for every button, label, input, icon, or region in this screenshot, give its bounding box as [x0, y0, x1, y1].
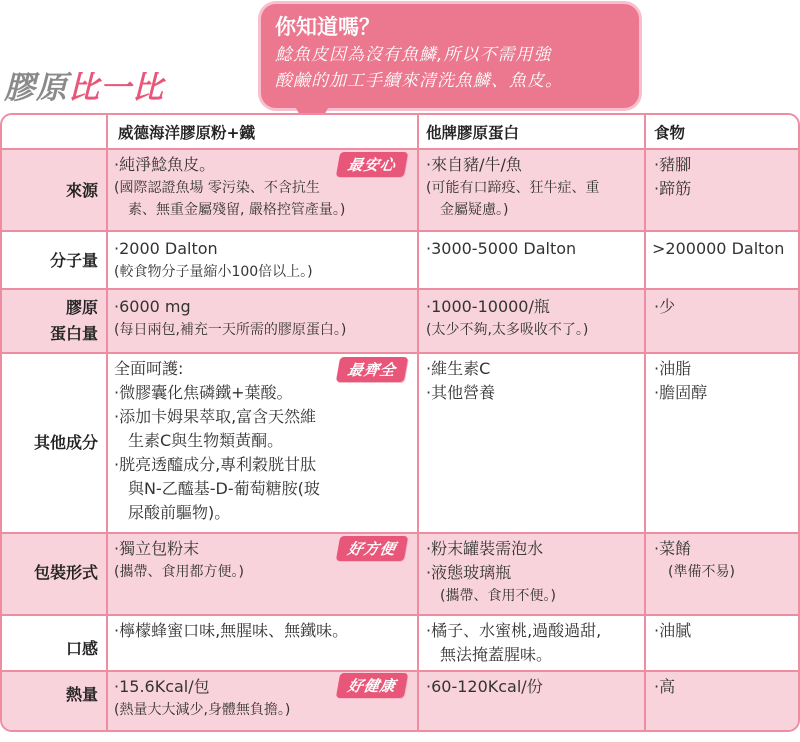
source-other-line: ·來自豬/牛/魚	[426, 155, 522, 174]
row-label-collagen-1: 膠原	[65, 298, 98, 317]
other-other-line: ·維生素C	[426, 359, 491, 378]
packaging-weide-line: ·獨立包粉末	[114, 539, 200, 558]
row-label-molecular: 分子量	[49, 251, 98, 270]
row-label-other: 其他成分	[33, 433, 98, 452]
other-weide-line: ·添加卡姆果萃取,富含天然維	[114, 407, 317, 426]
row-divider	[2, 532, 800, 534]
table-header-row	[2, 115, 800, 149]
other-weide-line: 尿酸前驅物)。	[128, 503, 231, 522]
source-weide-line: (國際認證魚場 零污染、不含抗生	[114, 180, 320, 196]
source-other-line: (可能有口蹄疫、狂牛症、重	[426, 180, 600, 196]
row-label-taste: 口感	[65, 639, 98, 658]
calorie-other-cell	[426, 675, 640, 699]
row-divider	[2, 614, 800, 616]
calorie-food-cell	[654, 675, 794, 699]
taste-food-line: ·油膩	[654, 621, 692, 640]
other-other-cell	[426, 357, 640, 405]
packaging-food-line: ·菜餚	[654, 539, 692, 558]
row-taste	[2, 615, 800, 671]
other-weide-line: ·胱亮透醯成分,專利穀胱甘肽	[114, 455, 317, 474]
calorie-weide-line: (熱量大大減少,身體無負擔。)	[114, 702, 291, 718]
row-divider	[2, 670, 800, 672]
row-divider	[2, 230, 800, 232]
molecular-other-line: ·3000-5000 Dalton	[426, 239, 577, 258]
other-other-line: ·其他營養	[426, 383, 496, 402]
comparison-table	[0, 113, 800, 732]
source-weide-line: ·純淨鯰魚皮。	[114, 155, 216, 174]
title-part-gray: 膠原	[4, 70, 68, 106]
row-label-source: 來源	[65, 181, 98, 200]
molecular-weide-line: ·2000 Dalton	[114, 239, 218, 258]
bubble-question: 你知道嗎？	[275, 15, 380, 39]
bubble-line-1: 鯰魚皮因為沒有魚鱗,所以不需用強	[275, 45, 552, 65]
calorie-food-line: ·高	[654, 677, 676, 696]
header-col-other-brand: 他牌膠原蛋白	[426, 124, 520, 142]
source-food-line: ·蹄筋	[654, 179, 692, 198]
other-weide-line: ·微膠囊化焦磷鐵+葉酸。	[114, 383, 293, 402]
packaging-food-line: (準備不易)	[668, 564, 735, 580]
header-col-weide: 威德海洋膠原粉+鐵	[118, 124, 255, 142]
row-divider	[2, 148, 800, 150]
calorie-weide-line: ·15.6Kcal/包	[114, 677, 210, 696]
collagen-weide-line: ·6000 mg	[114, 297, 191, 316]
row-divider	[2, 352, 800, 354]
title-part-pink: 比一比	[68, 70, 164, 106]
column-divider	[417, 115, 419, 732]
molecular-weide-cell	[114, 237, 414, 283]
other-weide-cell	[114, 357, 414, 525]
collagen-weide-line: (每日兩包,補充一天所需的膠原蛋白。)	[114, 322, 347, 338]
column-divider	[644, 115, 646, 732]
collagen-other-cell	[426, 295, 640, 341]
column-divider	[106, 115, 108, 732]
header-col-food: 食物	[654, 124, 686, 142]
taste-weide-line: ·檸檬蜂蜜口味,無腥味、無鐵味。	[114, 621, 349, 640]
calorie-other-line: ·60-120Kcal/份	[426, 677, 543, 696]
taste-other-cell	[426, 619, 640, 667]
row-divider	[2, 288, 800, 290]
molecular-food-line: >200000 Dalton	[652, 239, 785, 258]
collagen-food-line: ·少	[654, 297, 676, 316]
badge-healthy: 好健康	[336, 673, 408, 698]
collagen-food-cell	[654, 295, 794, 319]
source-food-cell	[654, 153, 794, 201]
packaging-weide-line: (攜帶、食用都方便。)	[114, 564, 244, 580]
source-food-line: ·豬腳	[654, 155, 692, 174]
other-food-line: ·膽固醇	[654, 383, 708, 402]
molecular-other-cell	[426, 237, 640, 261]
other-weide-line: 全面呵護:	[114, 359, 184, 378]
other-weide-line: 生素C與生物類黃酮。	[128, 431, 284, 450]
taste-food-cell	[654, 619, 794, 643]
taste-other-line: ·橘子、水蜜桃,過酸過甜,	[426, 621, 602, 640]
collagen-other-line: (太少不夠,太多吸收不了。)	[426, 322, 589, 338]
bubble-line-2: 酸鹼的加工手續來清洗魚鱗、魚皮。	[275, 71, 563, 91]
source-other-line: 金屬疑慮。)	[440, 202, 509, 218]
source-other-cell	[426, 153, 640, 221]
taste-weide-cell	[114, 619, 414, 643]
badge-convenient: 好方便	[336, 536, 408, 561]
packaging-other-line: ·粉末罐裝需泡水	[426, 539, 544, 558]
molecular-weide-line: (較食物分子量縮小100倍以上。)	[114, 264, 313, 280]
packaging-other-line: (攜帶、食用不便。)	[440, 588, 556, 604]
info-bubble	[258, 1, 642, 111]
packaging-other-line: ·液態玻璃瓶	[426, 563, 512, 582]
molecular-food-cell	[652, 237, 800, 261]
other-food-line: ·油脂	[654, 359, 692, 378]
source-weide-line: 素、無重金屬殘留, 嚴格控管產量。)	[128, 202, 346, 218]
row-label-calorie: 熱量	[65, 685, 98, 704]
other-weide-line: 與N-乙醯基-D-葡萄糖胺(玻	[128, 479, 320, 498]
packaging-food-cell	[654, 537, 794, 583]
badge-safest: 最安心	[336, 152, 408, 177]
row-molecular	[2, 231, 800, 289]
other-food-cell	[654, 357, 794, 405]
collagen-other-line: ·1000-10000/瓶	[426, 297, 550, 316]
page-title	[4, 62, 164, 107]
badge-most-complete: 最齊全	[336, 357, 408, 382]
row-label-collagen-2: 蛋白量	[49, 324, 98, 343]
taste-other-line: 無法掩蓋腥味。	[440, 645, 553, 664]
packaging-other-cell	[426, 537, 640, 607]
row-label-packaging: 包裝形式	[33, 563, 98, 582]
collagen-weide-cell	[114, 295, 414, 341]
row-collagen	[2, 289, 800, 353]
